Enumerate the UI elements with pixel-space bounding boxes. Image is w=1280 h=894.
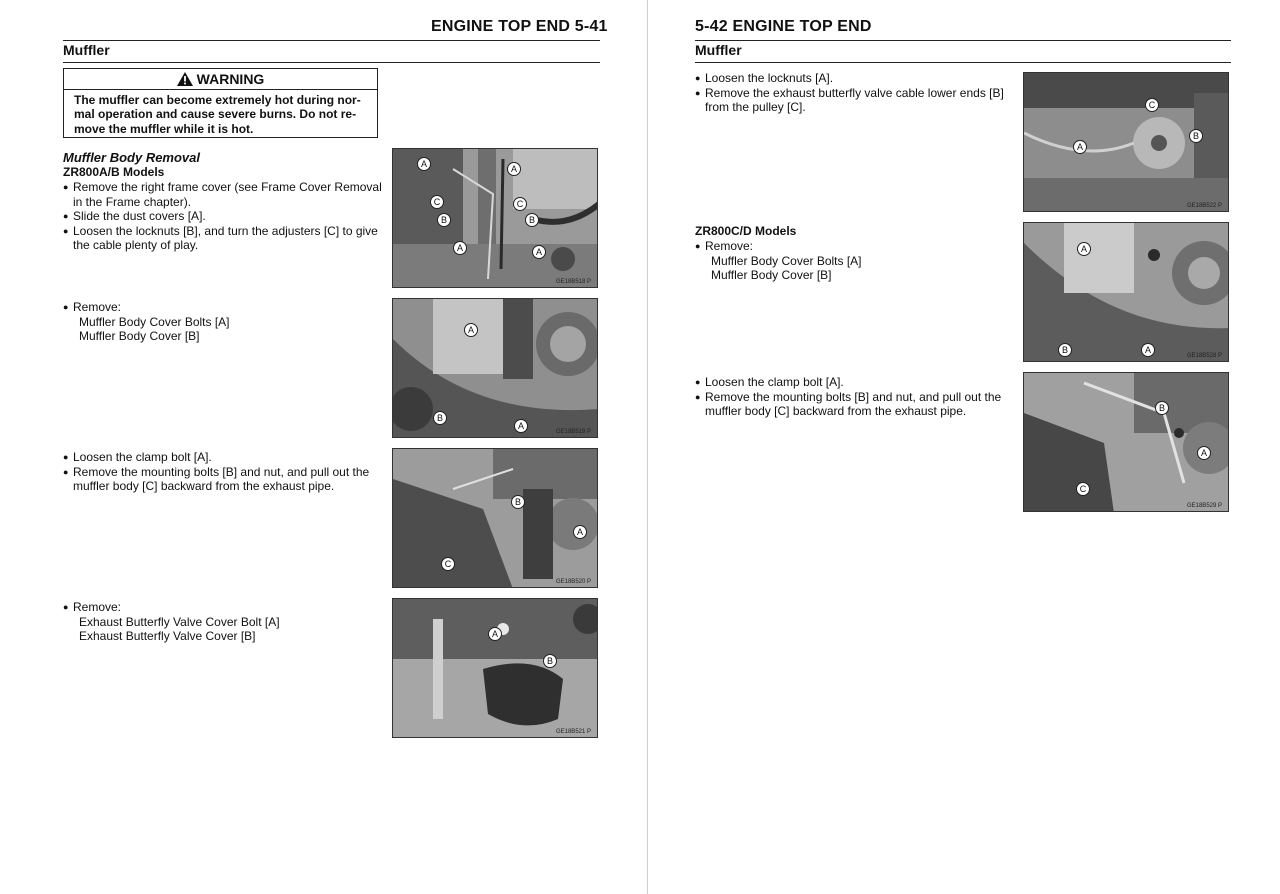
callout-label: A xyxy=(417,157,431,171)
step-item: Muffler Body Cover [B] xyxy=(711,268,832,282)
callout-label: C xyxy=(441,557,455,571)
section-rule xyxy=(695,62,1231,63)
photo-code: GE18B529 P xyxy=(1186,503,1222,509)
step-block-2 xyxy=(695,224,1015,283)
subsection-title: Muffler Body Removal xyxy=(63,150,201,165)
photo-pulley xyxy=(1023,72,1229,212)
right-page xyxy=(650,0,1280,894)
callout-label: A xyxy=(488,627,502,641)
warning-line: The muffler can become extremely hot during nor- xyxy=(74,93,361,107)
section-title: Muffler xyxy=(695,42,742,58)
step-bullet: ● Remove the mounting bolts [B] and nut, and pull out the muffler body [C] backward from the exhaust pipe. xyxy=(63,465,383,494)
callout-label: B xyxy=(1058,343,1072,357)
model-heading: ZR800A/B Models xyxy=(63,165,165,179)
step-bullet: ● Loosen the locknuts [B], and turn the adjusters [C] to give the cable plenty of play. xyxy=(63,224,383,253)
step-block-3 xyxy=(695,375,1015,419)
photo-image xyxy=(393,449,598,588)
step-bullet: ● Remove: xyxy=(63,600,383,615)
page-gutter xyxy=(647,0,648,894)
callout-label: A xyxy=(453,241,467,255)
step-item: Muffler Body Cover [B] xyxy=(79,329,200,343)
warning-line: mal operation and cause severe burns. Do not re- xyxy=(74,107,357,122)
step-block-4 xyxy=(63,600,383,644)
photo-valve-cover xyxy=(392,598,598,738)
photo-code: GE18B518 P xyxy=(555,279,591,285)
page-header: 5-42 ENGINE TOP END xyxy=(695,18,872,35)
photo-cable-adjusters xyxy=(392,148,598,288)
step-block-1 xyxy=(695,71,1015,115)
callout-label: C xyxy=(513,197,527,211)
header-rule xyxy=(695,40,1231,41)
warning-header xyxy=(64,69,377,90)
section-title: Muffler xyxy=(63,42,110,58)
step-bullet: ● Loosen the locknuts [A]. xyxy=(695,71,1015,86)
photo-muffler-cover xyxy=(392,298,598,438)
step-bullet: ● Remove: xyxy=(63,300,383,315)
warning-line: move the muffler while it is hot. xyxy=(74,121,254,136)
step-bullet: ● Remove the exhaust butterfly valve cable lower ends [B] from the pulley [C]. xyxy=(695,86,1015,115)
callout-label: B xyxy=(511,495,525,509)
step-bullet: ● Remove the mounting bolts [B] and nut, and pull out the muffler body [C] backward from the exhaust pipe. xyxy=(695,390,1015,419)
photo-mounting-bolts-cd xyxy=(1023,372,1229,512)
model-heading: ZR800C/D Models xyxy=(695,224,797,238)
step-item: Exhaust Butterfly Valve Cover [B] xyxy=(79,629,256,643)
step-item: Muffler Body Cover Bolts [A] xyxy=(79,314,230,329)
photo-image xyxy=(1024,223,1229,362)
header-rule xyxy=(63,40,600,41)
photo-code: GE18B520 P xyxy=(555,579,591,585)
callout-label: C xyxy=(1076,482,1090,496)
photo-image xyxy=(393,299,598,438)
photo-code: GE18B519 P xyxy=(555,429,591,435)
callout-label: A xyxy=(1073,140,1087,154)
callout-label: A xyxy=(1141,343,1155,357)
callout-label: B xyxy=(1189,129,1203,143)
callout-label: B xyxy=(1155,401,1169,415)
step-bullet: ● Loosen the clamp bolt [A]. xyxy=(695,375,1015,390)
page-header: ENGINE TOP END 5-41 xyxy=(431,18,608,35)
step-bullet: ● Remove the right frame cover (see Frame Cover Removal in the Frame chapter). xyxy=(63,180,383,209)
warning-icon xyxy=(177,72,193,86)
step-bullet: ● Loosen the clamp bolt [A]. xyxy=(63,450,383,465)
warning-title: WARNING xyxy=(196,71,265,87)
step-block-1 xyxy=(63,150,383,253)
callout-label: B xyxy=(543,654,557,668)
callout-label: B xyxy=(433,411,447,425)
photo-muffler-cover-cd xyxy=(1023,222,1229,362)
step-block-2 xyxy=(63,300,383,344)
callout-label: A xyxy=(1197,446,1211,460)
callout-label: C xyxy=(430,195,444,209)
photo-code: GE18B521 P xyxy=(555,729,591,735)
photo-image xyxy=(393,599,598,738)
callout-label: A xyxy=(532,245,546,259)
callout-label: A xyxy=(1077,242,1091,256)
callout-label: A xyxy=(464,323,478,337)
step-item: Exhaust Butterfly Valve Cover Bolt [A] xyxy=(79,614,280,629)
photo-image xyxy=(1024,373,1229,512)
step-bullet: ● Slide the dust covers [A]. xyxy=(63,209,383,224)
callout-label: B xyxy=(437,213,451,227)
callout-label: A xyxy=(507,162,521,176)
warning-text xyxy=(64,90,377,136)
warning-box xyxy=(63,68,378,138)
callout-label: A xyxy=(573,525,587,539)
section-rule xyxy=(63,62,600,63)
step-block-3 xyxy=(63,450,383,494)
photo-mounting-bolts xyxy=(392,448,598,588)
step-item: Muffler Body Cover Bolts [A] xyxy=(711,253,862,268)
callout-label: B xyxy=(525,213,539,227)
callout-label: A xyxy=(514,419,528,433)
photo-code: GE18B522 P xyxy=(1186,203,1222,209)
callout-label: C xyxy=(1145,98,1159,112)
step-bullet: ● Remove: xyxy=(695,239,1015,254)
photo-code: GE18B528 P xyxy=(1186,353,1222,359)
